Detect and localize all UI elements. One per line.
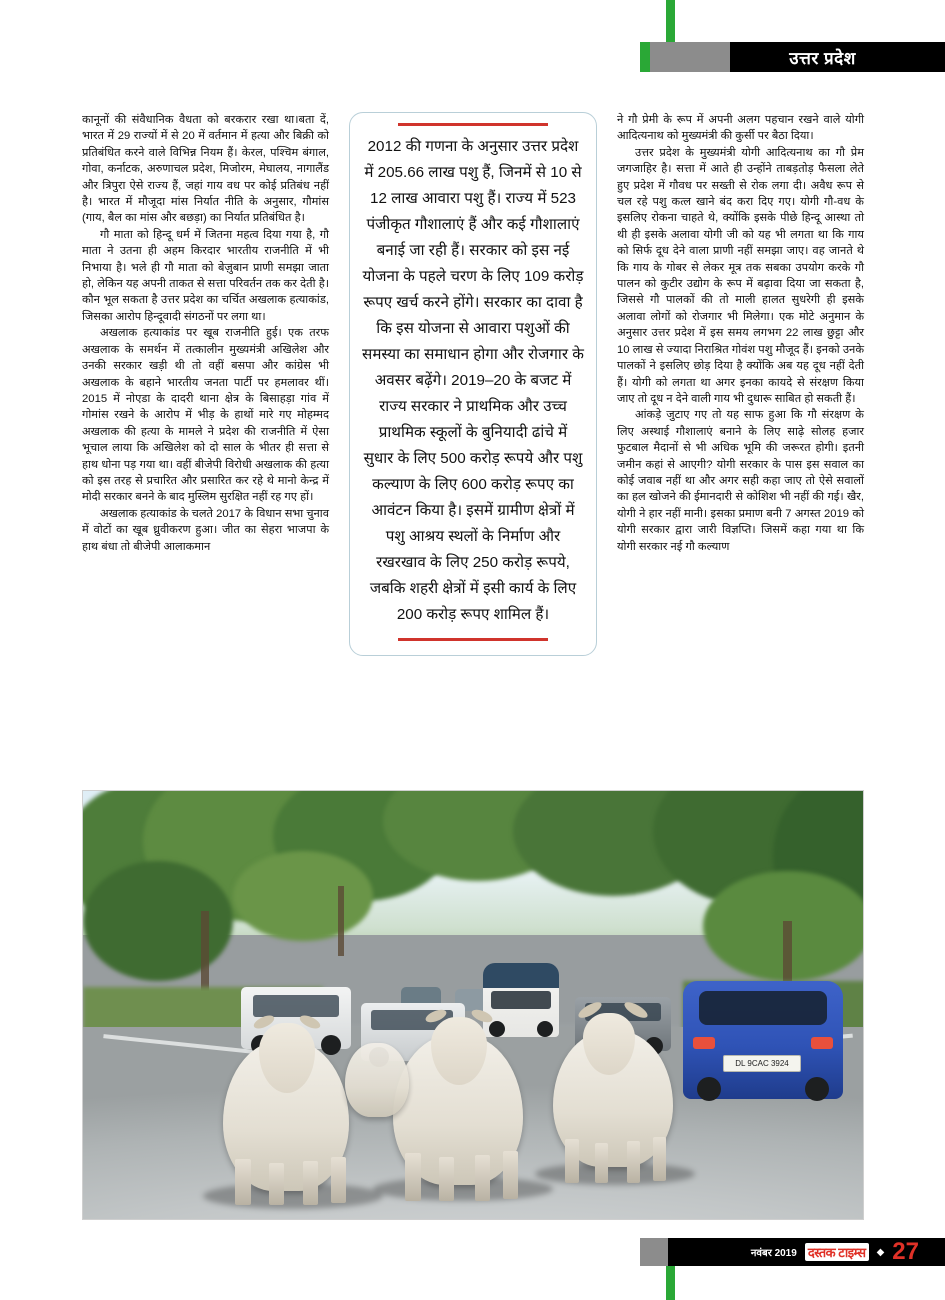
issue-date: नवंबर 2019 (750, 1248, 797, 1259)
tail-light (811, 1037, 833, 1049)
paragraph: ने गौ प्रेमी के रूप में अपनी अलग पहचान रखने वाले योगी आदित्यनाथ को मुख्यमंत्री की कुर्सी पर बैठा दिया। (617, 114, 864, 143)
paragraph: अखलाक हत्याकांड के चलते 2017 के विधान सभा चुनाव में वोटों का खूब ध्रुवीकरण हुआ। जीत का सेहरा भाजपा के हाथ बंधा तो बीजेपी आलाकमान (82, 507, 329, 553)
magazine-logo: दस्तक टाइम्स (805, 1243, 869, 1261)
section-title: उत्तर प्रदेश (730, 42, 945, 72)
tree-canopy (83, 861, 233, 981)
cow-body (345, 1043, 409, 1117)
column-middle (349, 112, 597, 772)
wheel (805, 1077, 829, 1101)
article-photo (82, 790, 864, 1220)
pull-quote-box (349, 112, 597, 656)
pull-quote-top-rule (398, 123, 548, 126)
wheel (489, 1021, 505, 1037)
header-green-block (640, 42, 650, 72)
separator-icon: ◆ (876, 1246, 885, 1258)
page-footer (640, 1238, 945, 1266)
pull-quote-text: 2012 की गणना के अनुसार उत्तर प्रदेश में 205.66 लाख पशु हैं, जिनमें से 10 से 12 लाख आवारा पशु हैं। राज्य में 523 पंजीकृत गौशालाएं हैं और कई गौशालाएं बनाई जा रही हैं। सरकार को इस नई योजना के पहले चरण के लिए 109 करोड़ रूपए खर्च करने होंगे। सरकार का दावा है कि इस योजना से आवारा पशुओं की समस्या का समाधान होगा और रोजगार के अवसर बढ़ेंगे। 2019–20 के बजट में राज्य सरकार ने प्राथमिक और उच्च प्राथमिक स्कूलों के बुनियादी ढांचे में सुधार के लिए 500 करोड़ रूपये और पशु कल्याण के लिए 600 करोड़ रूपए का आवंटन किया है। इसमें ग्रामीण क्षेत्रों में पशु आश्रय स्थलों के निर्माण और रखरखाव के लिए 250 करोड़ रूपये, जबकि शहरी क्षेत्रों में इसी कार्य के लिए 200 करोड़ रूपए शामिल हैं। (362, 138, 584, 623)
vehicle-auto-rickshaw (483, 963, 559, 1037)
vehicle-blue-hatchback (683, 981, 843, 1099)
cow-leg (565, 1139, 579, 1183)
rear-windshield (699, 991, 827, 1025)
cow-leg (653, 1137, 666, 1181)
tree-trunk (201, 911, 209, 991)
paragraph: अखलाक हत्याकांड पर खूब राजनीति हुई। एक तरफ अखलाक के समर्थन में तत्कालीन मुख्यमंत्री अखिलेश और उनकी सरकार खड़ी थी तो वहीं बसपा और कांग्रेस भी अखलाक के बहाने भारतीय जनता पार्टी पर हमलावर थीं। 2015 में नोएडा के दादरी थाना क्षेत्र के बिसाहड़ा गांव में गोमांस रखने के आरोप में भीड़ के हाथों मारे गए मोहम्मद अखलाक की हत्या के मामले ने प्रदेश की राजनीति में ऐसा भूचाल लाया कि अखिलेश को दो साल के भीतर ही सत्ता से हाथ धोना पड़ गया था। वहीं बीजेपी विरोधी अखलाक की हत्या को इस तरह से प्रचारित और प्रसारित कर रहे थे मानो केन्द्र में मोदी सरकार बनने के बाद मुस्लिम सुरक्षित नहीं रह गए हों। (82, 327, 329, 504)
column-right (617, 112, 864, 772)
cow-leg (627, 1141, 640, 1183)
tail-light (693, 1037, 715, 1049)
cow-leg (475, 1155, 490, 1201)
cow-leg (439, 1157, 454, 1201)
article-body (82, 112, 864, 772)
photo-scene (83, 791, 863, 1219)
page-number: 27 (892, 1238, 919, 1265)
windshield (491, 991, 551, 1009)
cow-leg (269, 1163, 284, 1205)
license-plate: DL 9CAC 3924 (723, 1055, 801, 1072)
paragraph: कानूनों की संवैधानिक वैधता को बरकरार रखा था।बता दें, भारत में 29 राज्यों में से 20 में वर्तमान में हत्या और बिक्री को प्रतिबंधित करने वाले विभिन्न नियम हैं। केरल, पश्चिम बंगाल, गोवा, कर्नाटक, अरुणाचल प्रदेश, मिजोरम, मेघालय, नागालैंड और त्रिपुरा ऐसे राज्य हैं, जहां गाय वध पर कोई प्रतिबंध नहीं है। भारत में मौजूदा मांस निर्यात नीति के अनुसार, गौमांस (गाय, बैल का मांस और बछड़ा) का निर्यात प्रतिबंधित है। (82, 114, 329, 225)
paragraph: उत्तर प्रदेश के मुख्यमंत्री योगी आदित्यनाथ का गौ प्रेम जगजाहिर है। सत्ता में आते ही उन्होंने ताबड़तोड़ फैसला लेते हुए प्रदेश में गौवध पर सख्ती से रोक लगा दी। अवैध रूप से चल रहे पशु कत्ल खाने बंद करा दिए गए। योगी गौ-वध के इसलिए रोकना चाहते थे, क्योंकि इसके पीछे हिन्दू आस्था तो थी ही इसके अलावा योगी जी को यह भी लगता था कि गाय को सिर्फ दूध देने वाला प्राणी नहीं समझा जाए। वह जानते थे कि गाय के गोबर से लेकर मूत्र तक सबका उपयोग करके गौ पालन को कुटीर उद्योग के रूप में बढ़ावा दिया जा सकता है, जिससे गौ पालकों की तो माली हालत सुधरेगी ही इसके अलावा लोगों को रोजगार भी मिलेगा। एक मोटे अनुमान के अनुसार उत्तर प्रदेश में इस समय लगभग 22 लाख छुट्टा और 10 लाख से ज्यादा निराश्रित गोवंश पशु मौजूद हैं। इनको उनके पालकों ने इसलिए छोड़ दिया है क्योंकि अब यह दूध नहीं देती हैं। योगी को लगता था अगर इनका कायदे से संरक्षण किया जाए तो दूध न देने वाली गाय भी दुधारू साबित हो सकती हैं। (617, 146, 864, 405)
cow-leg (303, 1161, 318, 1205)
footer-bar (668, 1238, 945, 1266)
header-gray-block (650, 42, 730, 72)
paragraph: गौ माता को हिन्दू धर्म में जितना महत्व दिया गया है, गौ माता ने उतना ही अहम किरदार भारतीय राजनीति में भी निभाया है। भले ही गौ माता को बेज़ुबान प्राणी समझा जाता हो, लेकिन यह अपनी ताकत से सत्ता परिवर्तन तक कर देती है। कौन भूल सकता है उत्तर प्रदेश का चर्चित अखलाक हत्याकांड, जिसका आरोप हिन्दूवादी संगठनों पर लगा था। (82, 228, 329, 323)
wheel (321, 1035, 341, 1055)
column-left (82, 112, 329, 772)
header-green-accent-bar (666, 0, 675, 42)
windshield (253, 995, 339, 1017)
cow-leg (503, 1151, 518, 1199)
footer-gray-block (640, 1238, 668, 1266)
page-header (640, 42, 945, 72)
tree-trunk (338, 886, 344, 956)
cow-leg (235, 1159, 251, 1205)
cow-leg (331, 1157, 346, 1203)
pull-quote-bottom-rule (398, 638, 548, 641)
cow-leg (405, 1153, 421, 1201)
footer-green-accent-bar (666, 1266, 675, 1300)
cow-leg (595, 1143, 608, 1183)
paragraph: आंकड़े जुटाए गए तो यह साफ हुआ कि गौ संरक्षण के लिए अस्थाई गौशालाएं बनाने के लिए साढ़े सोलह हजार फुटबाल मैदानों से भी अधिक भूमि की जरूरत होगी। इतनी जमीन कहां से आएगी? योगी सरकार के पास इस सवाल का कोई जवाब नहीं था और अगर सही कहा जाए तो ऐसे सवालों का हल खोजने की ईमानदारी से कोशिश भी नहीं की गई। खैर, योगी ने हार नहीं मानी। इसका प्रमाण बनी 7 अगस्त 2019 को योगी सरकार द्वारा जारी विज्ञप्ति। जिसमें कहा गया था कि योगी सरकार नई गौ कल्याण (617, 409, 864, 553)
tree-canopy (233, 851, 373, 941)
wheel (537, 1021, 553, 1037)
wheel (697, 1077, 721, 1101)
